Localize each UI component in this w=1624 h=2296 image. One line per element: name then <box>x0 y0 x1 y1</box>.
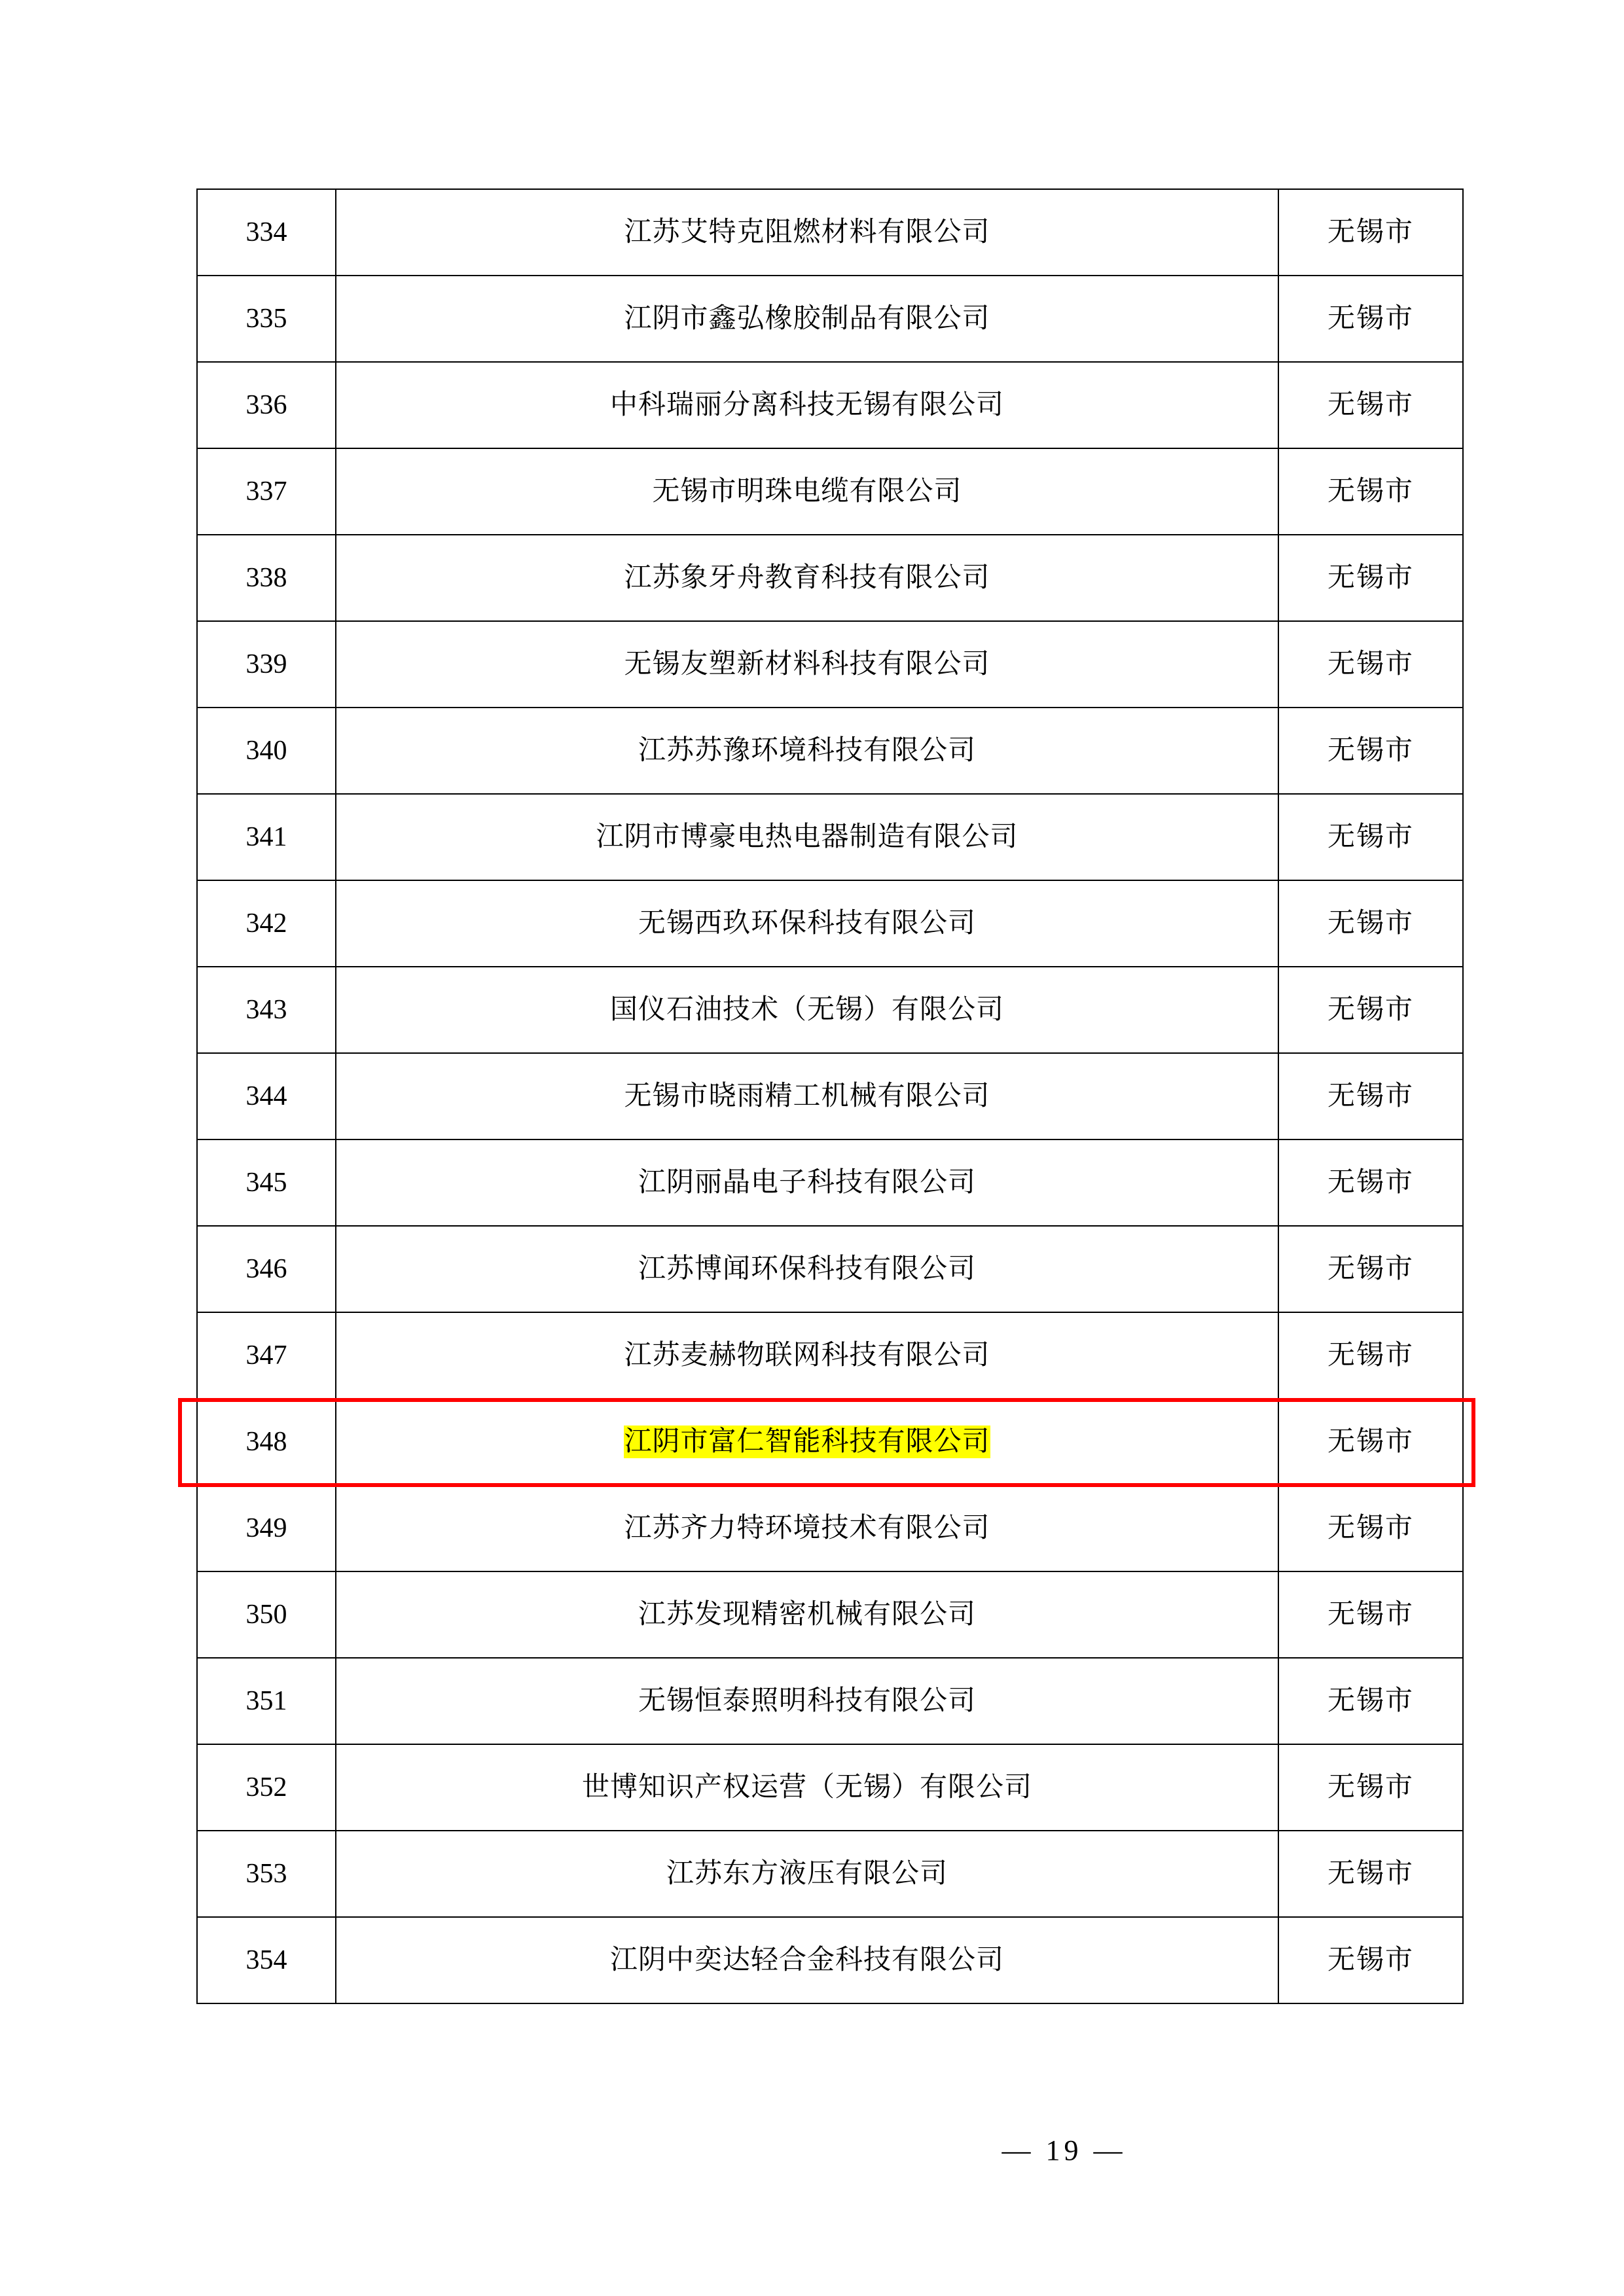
table-row <box>197 1571 1463 1658</box>
cell-city: 无锡市 <box>1278 1917 1463 2003</box>
cell-city: 无锡市 <box>1278 1399 1463 1485</box>
cell-city: 无锡市 <box>1278 708 1463 794</box>
table-row <box>197 967 1463 1053</box>
table-row <box>197 880 1463 967</box>
company-list-table <box>196 188 1464 2004</box>
cell-city: 无锡市 <box>1278 1139 1463 1226</box>
table-row <box>197 1399 1463 1485</box>
cell-city: 无锡市 <box>1278 621 1463 708</box>
cell-company-name: 江苏齐力特环境技术有限公司 <box>336 1485 1278 1571</box>
page-footer <box>0 2134 1624 2167</box>
cell-company-name: 江苏东方液压有限公司 <box>336 1831 1278 1917</box>
table-row <box>197 1053 1463 1139</box>
cell-company-name: 江阴市鑫弘橡胶制品有限公司 <box>336 276 1278 362</box>
cell-city: 无锡市 <box>1278 189 1463 276</box>
cell-company-name: 江苏艾特克阻燃材料有限公司 <box>336 189 1278 276</box>
cell-company-name: 无锡恒泰照明科技有限公司 <box>336 1658 1278 1744</box>
table-row <box>197 621 1463 708</box>
cell-city: 无锡市 <box>1278 276 1463 362</box>
cell-city: 无锡市 <box>1278 1571 1463 1658</box>
cell-city: 无锡市 <box>1278 794 1463 880</box>
table-body <box>197 189 1463 2003</box>
cell-index: 351 <box>197 1658 336 1744</box>
cell-city: 无锡市 <box>1278 880 1463 967</box>
cell-company-name: 无锡市明珠电缆有限公司 <box>336 448 1278 535</box>
cell-city: 无锡市 <box>1278 1312 1463 1399</box>
cell-index: 344 <box>197 1053 336 1139</box>
cell-city: 无锡市 <box>1278 1658 1463 1744</box>
table-row <box>197 1139 1463 1226</box>
company-list-table-wrapper <box>196 188 1458 2004</box>
cell-company-name: 无锡友塑新材料科技有限公司 <box>336 621 1278 708</box>
table-row <box>197 448 1463 535</box>
table-row <box>197 535 1463 621</box>
cell-index: 354 <box>197 1917 336 2003</box>
cell-city: 无锡市 <box>1278 535 1463 621</box>
cell-company-name: 江苏麦赫物联网科技有限公司 <box>336 1312 1278 1399</box>
cell-company-name: 无锡西玖环保科技有限公司 <box>336 880 1278 967</box>
cell-company-name: 江阴中奕达轻合金科技有限公司 <box>336 1917 1278 2003</box>
cell-index: 347 <box>197 1312 336 1399</box>
table-row <box>197 1831 1463 1917</box>
cell-index: 339 <box>197 621 336 708</box>
cell-index: 342 <box>197 880 336 967</box>
cell-city: 无锡市 <box>1278 1485 1463 1571</box>
cell-city: 无锡市 <box>1278 362 1463 448</box>
cell-company-name: 国仪石油技术（无锡）有限公司 <box>336 967 1278 1053</box>
cell-index: 348 <box>197 1399 336 1485</box>
cell-index: 338 <box>197 535 336 621</box>
cell-index: 335 <box>197 276 336 362</box>
cell-company-name: 江苏象牙舟教育科技有限公司 <box>336 535 1278 621</box>
cell-company-name: 江阴丽晶电子科技有限公司 <box>336 1139 1278 1226</box>
table-row <box>197 794 1463 880</box>
cell-index: 353 <box>197 1831 336 1917</box>
highlighted-company-name: 江阴市富仁智能科技有限公司 <box>624 1426 990 1457</box>
table-row <box>197 276 1463 362</box>
table-row <box>197 1485 1463 1571</box>
cell-company-name: 无锡市晓雨精工机械有限公司 <box>336 1053 1278 1139</box>
cell-index: 337 <box>197 448 336 535</box>
cell-company-name: 世博知识产权运营（无锡）有限公司 <box>336 1744 1278 1831</box>
cell-city: 无锡市 <box>1278 448 1463 535</box>
cell-city: 无锡市 <box>1278 1744 1463 1831</box>
cell-company-name: 江阴市博豪电热电器制造有限公司 <box>336 794 1278 880</box>
table-row <box>197 1744 1463 1831</box>
cell-index: 346 <box>197 1226 336 1312</box>
cell-company-name: 江苏苏豫环境科技有限公司 <box>336 708 1278 794</box>
cell-index: 336 <box>197 362 336 448</box>
cell-city: 无锡市 <box>1278 1226 1463 1312</box>
table-row <box>197 1658 1463 1744</box>
cell-company-name <box>336 1399 1278 1485</box>
cell-company-name: 江苏博闻环保科技有限公司 <box>336 1226 1278 1312</box>
table-row <box>197 1226 1463 1312</box>
cell-index: 341 <box>197 794 336 880</box>
cell-company-name: 江苏发现精密机械有限公司 <box>336 1571 1278 1658</box>
page-number-label: — 19 — <box>1001 2134 1127 2166</box>
cell-city: 无锡市 <box>1278 967 1463 1053</box>
table-row <box>197 362 1463 448</box>
cell-index: 350 <box>197 1571 336 1658</box>
cell-city: 无锡市 <box>1278 1053 1463 1139</box>
cell-index: 343 <box>197 967 336 1053</box>
cell-city: 无锡市 <box>1278 1831 1463 1917</box>
table-row <box>197 189 1463 276</box>
cell-index: 352 <box>197 1744 336 1831</box>
table-row <box>197 708 1463 794</box>
cell-index: 334 <box>197 189 336 276</box>
cell-company-name: 中科瑞丽分离科技无锡有限公司 <box>336 362 1278 448</box>
cell-index: 349 <box>197 1485 336 1571</box>
table-row <box>197 1312 1463 1399</box>
cell-index: 345 <box>197 1139 336 1226</box>
table-row <box>197 1917 1463 2003</box>
cell-index: 340 <box>197 708 336 794</box>
